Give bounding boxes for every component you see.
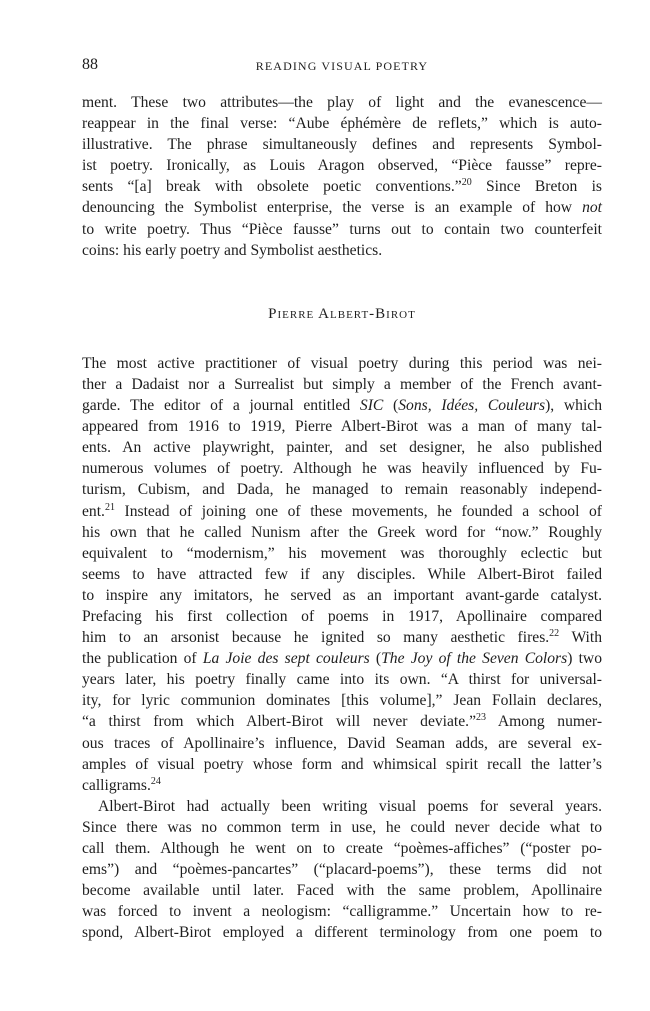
text-line: amples of visual poetry whose form and whimsical spirit recall the latter’s (82, 755, 602, 773)
text-run: calligrams. (82, 776, 151, 794)
text-run: ), which (545, 397, 603, 415)
text-run: the publication of (82, 650, 203, 668)
text-run: With (559, 629, 602, 647)
text-line (82, 501, 602, 522)
text-line: equivalent to “modernism,” his movement was thoroughly eclectic but (82, 544, 602, 562)
footnote-ref[interactable]: 24 (150, 775, 161, 787)
text-run: him to an arsonist because he ignited so many aesthetic fires. (82, 629, 550, 647)
text-line: ems”) and “poèmes-pancartes” (“placard-poems”), these terms did not (82, 861, 602, 879)
text-line: seems to have attracted few if any disciples. While Albert-Birot failed (82, 565, 602, 583)
text-line: was forced to invent a neologism: “calligramme.” Uncertain how to re- (82, 903, 602, 921)
book-title-translation: The Joy of the Seven Colors (381, 650, 568, 668)
text-line: his own that he called Nunism after the Greek word for “now.” Roughly (82, 523, 602, 541)
text-line: ther a Dadaist nor a Surrealist but simply a member of the French avant- (82, 375, 602, 393)
text-run: Among numer- (486, 713, 603, 731)
text-line: numerous volumes of poetry. Although he was heavily influenced by Fu- (82, 460, 602, 478)
text-line: coins: his early poetry and Symbolist aesthetics. (82, 241, 383, 259)
section-heading: Pierre Albert-Birot (268, 305, 416, 322)
journal-subtitle: Sons, Idées, Couleurs (398, 397, 546, 415)
text-line (82, 197, 602, 218)
text-line: turism, Cubism, and Dada, he managed to remain reasonably independ- (82, 481, 602, 499)
text-run: ( (369, 650, 382, 668)
text-line (82, 627, 602, 648)
text-line: ous traces of Apollinaire’s influence, David Seaman adds, are several ex- (82, 734, 602, 752)
paragraph (82, 796, 602, 944)
text-line: The most active practitioner of visual poetry during this period was nei- (82, 354, 602, 372)
text-line: illustrative. The phrase simultaneously defines and represents Symbol- (82, 136, 602, 154)
text-line (82, 775, 602, 796)
text-line: ents. An active playwright, painter, and set designer, he also published (82, 439, 602, 457)
running-head: READING VISUAL POETRY (255, 59, 429, 73)
footnote-ref[interactable]: 21 (104, 501, 115, 513)
text-line: to inspire any imitators, he served as an important avant-garde catalyst. (82, 586, 602, 604)
text-line: Since there was no common term in use, he could never decide what to (82, 818, 602, 836)
text-run: ) two (567, 650, 602, 668)
text-run: ent. (82, 502, 105, 520)
footnote-ref[interactable]: 20 (461, 177, 472, 189)
text-line: ist poetry. Ironically, as Louis Aragon observed, “Pièce fausse” repre- (82, 157, 602, 175)
journal-title: SIC (359, 397, 384, 415)
text-line: Albert-Birot had actually been writing visual poems for several years. (98, 797, 602, 815)
text-line: ment. These two attributes—the play of light and the evanescence— (82, 94, 602, 111)
book-title: La Joie des sept couleurs (202, 650, 370, 668)
text-line: years later, his poetry finally came into its own. “A thirst for universal- (82, 671, 602, 689)
text-line: spond, Albert-Birot employed a different terminology from one poem to (82, 924, 602, 942)
text-run: sents “[a] break with obsolete poetic conventions.” (82, 178, 462, 196)
footnote-ref[interactable]: 23 (476, 712, 487, 724)
text-run: “a thirst from which Albert-Birot will never deviate.” (82, 713, 477, 731)
text-line: call them. Although he went on to create “poèmes-affiches” (“poster po- (82, 840, 602, 857)
text-line: to write poetry. Thus “Pièce fausse” turns out to contain two counterfeit (82, 220, 602, 238)
paragraph (82, 353, 602, 796)
page-number: 88 (82, 56, 98, 73)
text-line (82, 711, 602, 732)
footnote-ref[interactable]: 22 (549, 628, 560, 640)
text-run: garde. The editor of a journal entitled (82, 397, 360, 415)
text-run: ( (383, 397, 399, 415)
text-run: Since Breton is (471, 178, 603, 196)
text-line (82, 648, 602, 669)
text-line: Prefacing his first collection of poems in 1917, Apollinaire compared (82, 607, 602, 625)
text-line: reappear in the final verse: “Aube éphémère de reflets,” which is auto- (82, 115, 602, 133)
body-text (82, 92, 602, 943)
text-line (82, 395, 602, 416)
text-line (82, 176, 602, 197)
text-line: ity, for lyric communion dominates [this volume],” Jean Follain declares, (82, 692, 602, 710)
emphasis: not (582, 199, 602, 217)
text-run: Instead of joining one of these movements, he founded a school of (114, 502, 602, 520)
page-header (82, 56, 602, 78)
paragraph-continued (82, 92, 602, 261)
text-run: denouncing the Symbolist enterprise, the verse is an example of how (82, 199, 583, 217)
text-line: become available until later. Faced with the same problem, Apollinaire (82, 882, 602, 900)
text-line: appeared from 1916 to 1919, Pierre Albert-Birot was a man of many tal- (82, 418, 602, 436)
